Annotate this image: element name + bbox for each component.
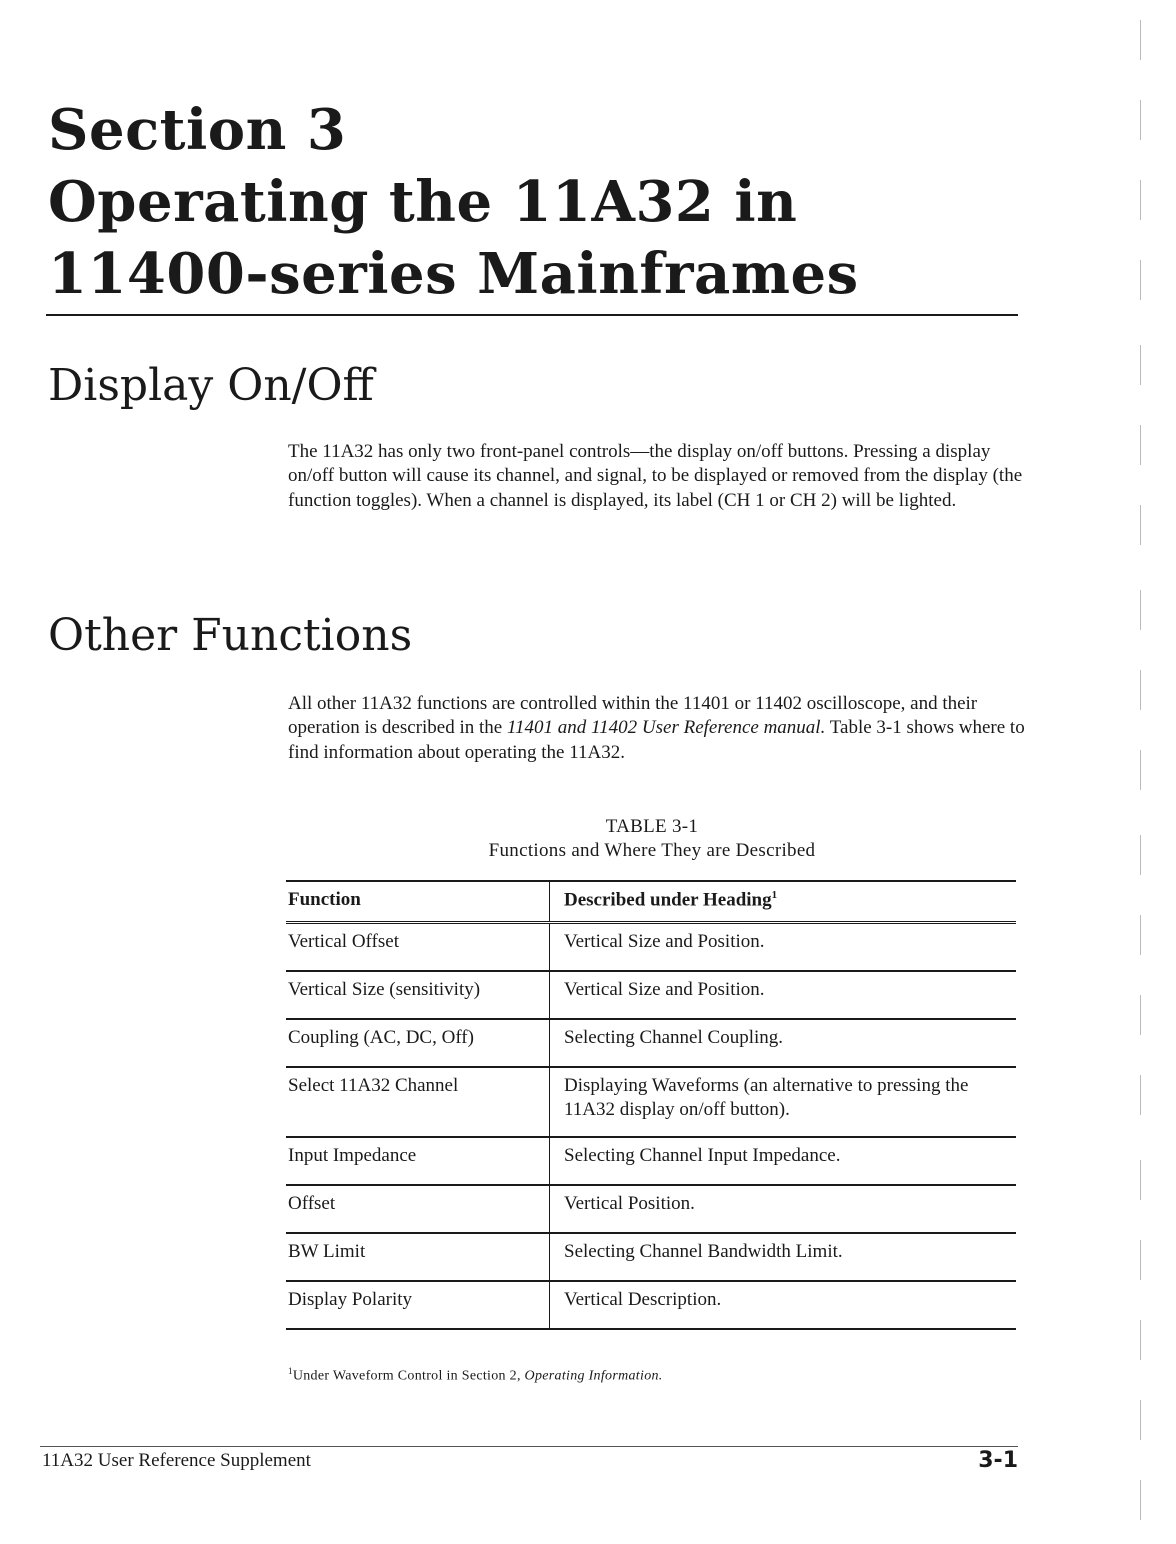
- scan-edge-mark: [1140, 345, 1141, 385]
- scan-edge-mark: [1140, 1075, 1141, 1115]
- table-number: TABLE 3-1: [605, 816, 699, 837]
- header-function: Function: [286, 882, 550, 921]
- scan-edge-mark: [1140, 1160, 1141, 1200]
- table-row: [286, 924, 1016, 972]
- footnote-marker: 1: [288, 1366, 293, 1376]
- table-row: [286, 1186, 1016, 1234]
- scan-edge-mark: [1140, 590, 1141, 630]
- table-footnote: [288, 1366, 663, 1385]
- scan-edge-mark: [1140, 835, 1141, 875]
- table-row: [286, 1234, 1016, 1282]
- title-line-2: Operating the 11A32 in: [48, 169, 798, 235]
- table-caption: Functions and Where They are Described: [488, 840, 816, 861]
- function-cell: Select 11A32 Channel: [286, 1068, 550, 1136]
- function-cell: Display Polarity: [286, 1282, 550, 1328]
- footer-divider: [40, 1446, 1018, 1447]
- scan-edge-mark: [1140, 670, 1141, 710]
- page-number: 3-1: [978, 1448, 1018, 1473]
- described-cell: Selecting Channel Input Impedance.: [564, 1145, 841, 1166]
- scan-edge-mark: [1140, 425, 1141, 465]
- page-title: [48, 94, 1028, 310]
- title-divider: [46, 314, 1018, 316]
- scan-edge-mark: [1140, 100, 1141, 140]
- scan-edge-mark: [1140, 1320, 1141, 1360]
- function-cell: Input Impedance: [286, 1138, 550, 1184]
- table-row: [286, 1068, 1016, 1138]
- footnote-text: Under Waveform Control in Section 2,: [292, 1368, 525, 1384]
- footnote-italic: Operating Information.: [524, 1368, 663, 1384]
- table-row: [286, 1282, 1016, 1330]
- scan-edge-mark: [1140, 260, 1141, 300]
- table-row: [286, 1138, 1016, 1186]
- manual-title: 11401 and 11402 User Reference manual.: [506, 717, 826, 739]
- table-header-row: [286, 880, 1016, 924]
- described-cell: Selecting Channel Bandwidth Limit.: [564, 1241, 843, 1262]
- header-footnote-marker: 1: [771, 889, 778, 901]
- scan-edge-mark: [1140, 750, 1141, 790]
- described-cell: Displaying Waveforms (an alternative to pressing the 11A32 display on/off button).: [564, 1075, 969, 1120]
- described-cell: Vertical Size and Position.: [564, 979, 765, 1000]
- other-functions-text-end: Table 3-1 shows where to find information about operating the 11A32.: [288, 717, 1025, 763]
- header-described-label: Described under Heading: [564, 889, 772, 911]
- scan-edge-mark: [1140, 995, 1141, 1035]
- other-functions-paragraph: [288, 692, 1028, 765]
- other-functions-text-start: All other 11A32 functions are controlled within the 11401 or 11402 oscilloscope, and their operation is described in the: [288, 693, 978, 739]
- function-cell: Offset: [286, 1186, 550, 1232]
- scan-edge-mark: [1140, 1480, 1141, 1520]
- described-cell: Vertical Size and Position.: [564, 931, 765, 952]
- title-line-3: 11400-series Mainframes: [48, 241, 859, 307]
- function-cell: BW Limit: [286, 1234, 550, 1280]
- scan-edge-mark: [1140, 1400, 1141, 1440]
- described-cell: Vertical Description.: [564, 1289, 722, 1310]
- function-cell: Vertical Offset: [286, 924, 550, 970]
- described-cell: Selecting Channel Coupling.: [564, 1027, 784, 1048]
- title-line-1: Section 3: [48, 97, 347, 163]
- function-cell: Vertical Size (sensitivity): [286, 972, 550, 1018]
- described-cell: Vertical Position.: [564, 1193, 695, 1214]
- other-functions-heading: Other Functions: [48, 610, 413, 661]
- display-on-off-paragraph: The 11A32 has only two front-panel controls—the display on/off buttons. Pressing a display on/off button will cause its channel, and signal, to be displayed or removed from the display (the function toggles). When a channel is displayed, its label (CH 1 or CH 2) will be lighted.: [288, 441, 1023, 511]
- scan-edge-mark: [1140, 1240, 1141, 1280]
- table-row: [286, 972, 1016, 1020]
- scan-edge-mark: [1140, 20, 1141, 60]
- scan-edge-mark: [1140, 180, 1141, 220]
- header-described: [550, 882, 1016, 921]
- display-on-off-heading: Display On/Off: [48, 360, 374, 411]
- footer-document-title: 11A32 User Reference Supplement: [42, 1450, 311, 1471]
- function-cell: Coupling (AC, DC, Off): [286, 1020, 550, 1066]
- scan-edge-mark: [1140, 915, 1141, 955]
- scan-edge-mark: [1140, 505, 1141, 545]
- table-row: [286, 1020, 1016, 1068]
- functions-table: [286, 880, 1016, 1330]
